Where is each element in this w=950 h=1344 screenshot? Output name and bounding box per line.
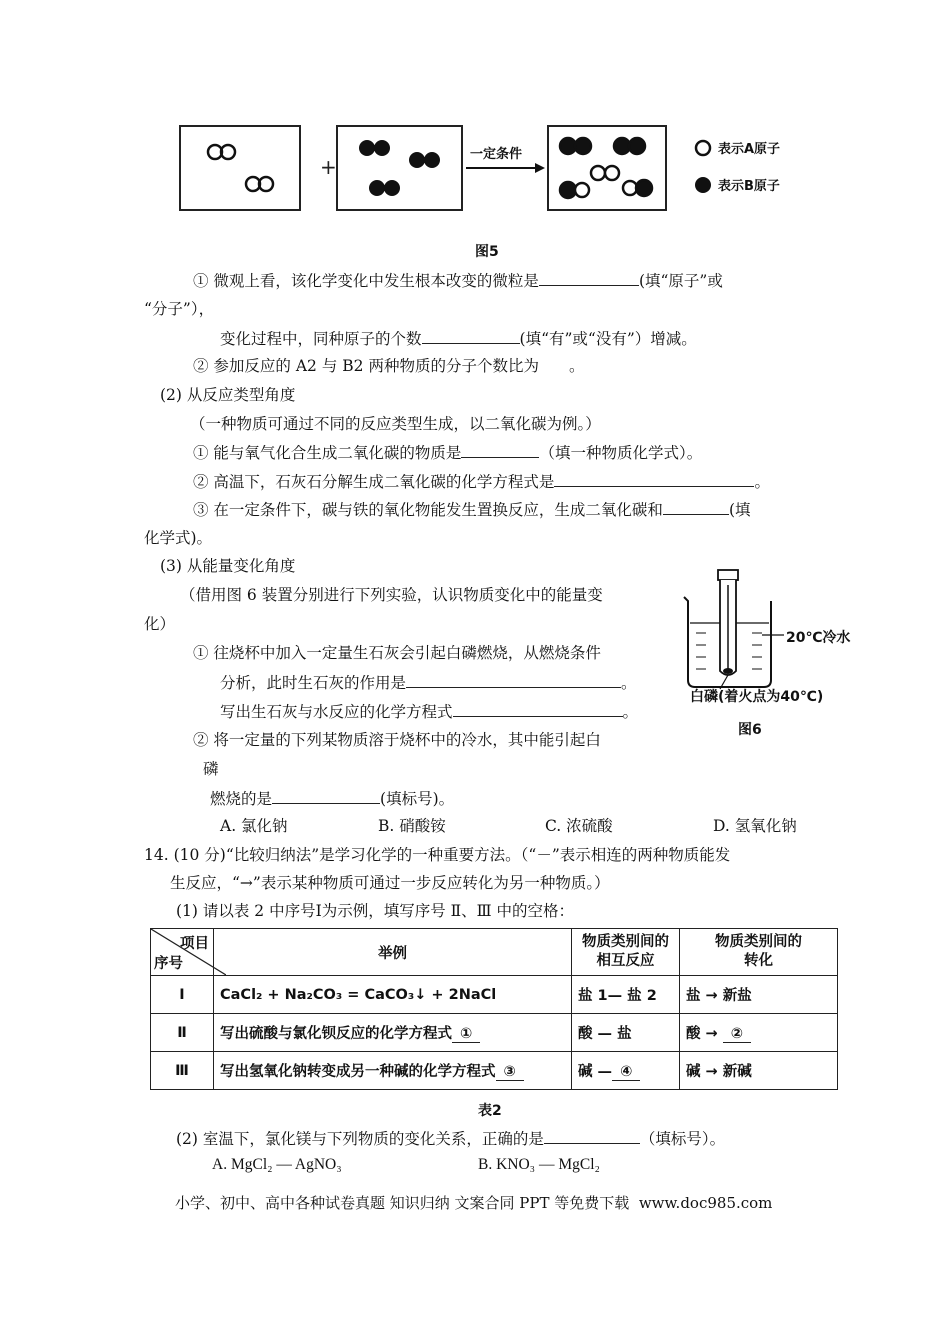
q13-3a3: 写出生石灰与水反应的化学方程式 。 [220, 703, 639, 721]
phosphorus-label: 白磷(着火点为40℃) [690, 689, 824, 705]
option-b: B. 硝酸铵 [378, 817, 446, 835]
q13-1a-cont: “分子”）， [144, 300, 215, 318]
row-reaction: 盐 1— 盐 2 [572, 976, 680, 1014]
answer-blank[interactable] [406, 672, 621, 688]
table-row [151, 1052, 838, 1090]
answer-blank-3[interactable]: ③ [496, 1064, 524, 1081]
figure-5-diagram [170, 118, 810, 218]
answer-blank[interactable] [554, 471, 754, 487]
q14-stem: 14. (10 分)“比较归纳法”是学习化学的一种重要方法。（“－”表示相连的两种物质能发 [144, 846, 731, 864]
row-reaction: 酸 — 盐 [572, 1014, 680, 1052]
header-conversion: 物质类别间的 转化 [680, 929, 838, 976]
table-header-row [151, 929, 838, 976]
product-molecules [560, 138, 652, 198]
figure-6-caption: 图6 [738, 722, 762, 738]
table-2 [150, 928, 838, 1090]
q13-3b: ② 将一定量的下列某物质溶于烧杯中的冷水，其中能引起白 [193, 731, 601, 749]
q13-3-intro-cont: 化） [144, 615, 176, 633]
header-reaction: 物质类别间的 相互反应 [572, 929, 680, 976]
footer [175, 1193, 772, 1213]
q13-1a: ① 微观上看，该化学变化中发生根本改变的微粒是 (填“原子”或 [193, 272, 723, 290]
q14-1: (1) 请以表 2 中序号Ⅰ为示例，填写序号 Ⅱ、Ⅲ 中的空格： [176, 902, 575, 920]
table-2-caption: 表2 [478, 1103, 502, 1119]
figure-5-caption: 图5 [475, 244, 499, 260]
header-seq: 序号 [154, 956, 183, 972]
answer-blank[interactable] [544, 1128, 640, 1144]
q14-stem-cont: 生反应，“→”表示某种物质可通过一步反应转化为另一种物质。） [170, 874, 610, 892]
answer-blank-1[interactable]: ① [452, 1026, 480, 1043]
option-a: A. 氯化钠 [220, 817, 288, 835]
q13-2-title: (2) 从反应类型角度 [160, 386, 296, 404]
q13-1c: ② 参加反应的 A2 与 B2 两种物质的分子个数比为 。 [193, 357, 585, 375]
q13-3-title: (3) 从能量变化角度 [160, 557, 296, 575]
header-item: 项目 [180, 936, 209, 952]
q13-3b2: 燃烧的是 (填标号)。 [210, 790, 455, 808]
table-row [151, 976, 838, 1014]
row-example: 写出氢氧化钠转变成另一种碱的化学方程式 ③ [214, 1052, 572, 1090]
a2-molecule [208, 145, 273, 191]
header-item-seq-cell [151, 929, 214, 976]
answer-blank-2[interactable]: ② [723, 1026, 751, 1043]
header-example: 举例 [214, 929, 572, 976]
option-c: C. 浓硫酸 [545, 817, 613, 835]
q13-3b-cont: 磷 [203, 760, 219, 778]
atom-a-legend-icon [696, 141, 710, 155]
answer-blank-4[interactable]: ④ [612, 1064, 640, 1081]
row-seq: Ⅱ [151, 1014, 214, 1052]
water-label: 20℃冷水 [786, 630, 851, 646]
answer-blank[interactable] [539, 270, 639, 286]
q13-3-intro: （借用图 6 装置分别进行下列实验，认识物质变化中的能量变 [180, 586, 603, 604]
q13-3a2: 分析，此时生石灰的作用是 。 [220, 674, 637, 692]
atom-b-legend-icon [695, 177, 711, 193]
answer-blank[interactable] [422, 328, 520, 344]
row-seq: Ⅲ [151, 1052, 214, 1090]
footer-text: 小学、初中、高中各种试卷真题 知识归纳 文案合同 PPT 等免费下载 [175, 1194, 630, 1212]
row-example: 写出硫酸与氯化钡反应的化学方程式 ① [214, 1014, 572, 1052]
q13-2b: ② 高温下，石灰石分解生成二氧化碳的化学方程式是 。 [193, 473, 770, 491]
q13-2a: ① 能与氧气化合生成二氧化碳的物质是 （填一种物质化学式）。 [193, 444, 703, 462]
q13-2-intro: （一种物质可通过不同的反应类型生成，以二氧化碳为例。） [190, 415, 601, 433]
option-d: D. 氢氧化钠 [713, 817, 797, 835]
q13-3a: ① 往烧杯中加入一定量生石灰会引起白磷燃烧，从燃烧条件 [193, 644, 601, 662]
row-reaction: 碱 — ④ [572, 1052, 680, 1090]
answer-blank[interactable] [453, 701, 623, 717]
table-row [151, 1014, 838, 1052]
answer-blank[interactable] [461, 442, 539, 458]
q14-2-option-a: A. MgCl₂ — AgNO₃ [212, 1156, 342, 1173]
q13-2c-cont: 化学式)。 [144, 529, 213, 547]
footer-url[interactable]: www.doc985.com [638, 1194, 773, 1212]
row-conversion: 盐 → 新盐 [680, 976, 838, 1014]
q13-2c: ③ 在一定条件下，碳与铁的氧化物能发生置换反应，生成二氧化碳和 (填 [193, 501, 751, 519]
answer-blank[interactable] [663, 499, 729, 515]
row-conversion: 碱 → 新碱 [680, 1052, 838, 1090]
row-example: CaCl₂ + Na₂CO₃ = CaCO₃↓ + 2NaCl [214, 976, 572, 1014]
q13-1b: 变化过程中，同种原子的个数 (填“有”或“没有”）增减。 [220, 330, 697, 348]
q14-2: (2) 室温下，氯化镁与下列物质的变化关系，正确的是 （填标号）。 [176, 1130, 726, 1148]
row-seq: Ⅰ [151, 976, 214, 1014]
arrow-label: 一定条件 [470, 147, 523, 162]
row-conversion: 酸 → ② [680, 1014, 838, 1052]
q14-2-option-b: B. KNO₃ — MgCl₂ [478, 1156, 600, 1173]
answer-blank[interactable] [272, 788, 380, 804]
legend-a-label: 表示A原子 [718, 142, 781, 157]
legend-b-label: 表示B原子 [718, 179, 780, 194]
plus-sign: + [320, 155, 337, 179]
b2-molecule [359, 140, 440, 196]
